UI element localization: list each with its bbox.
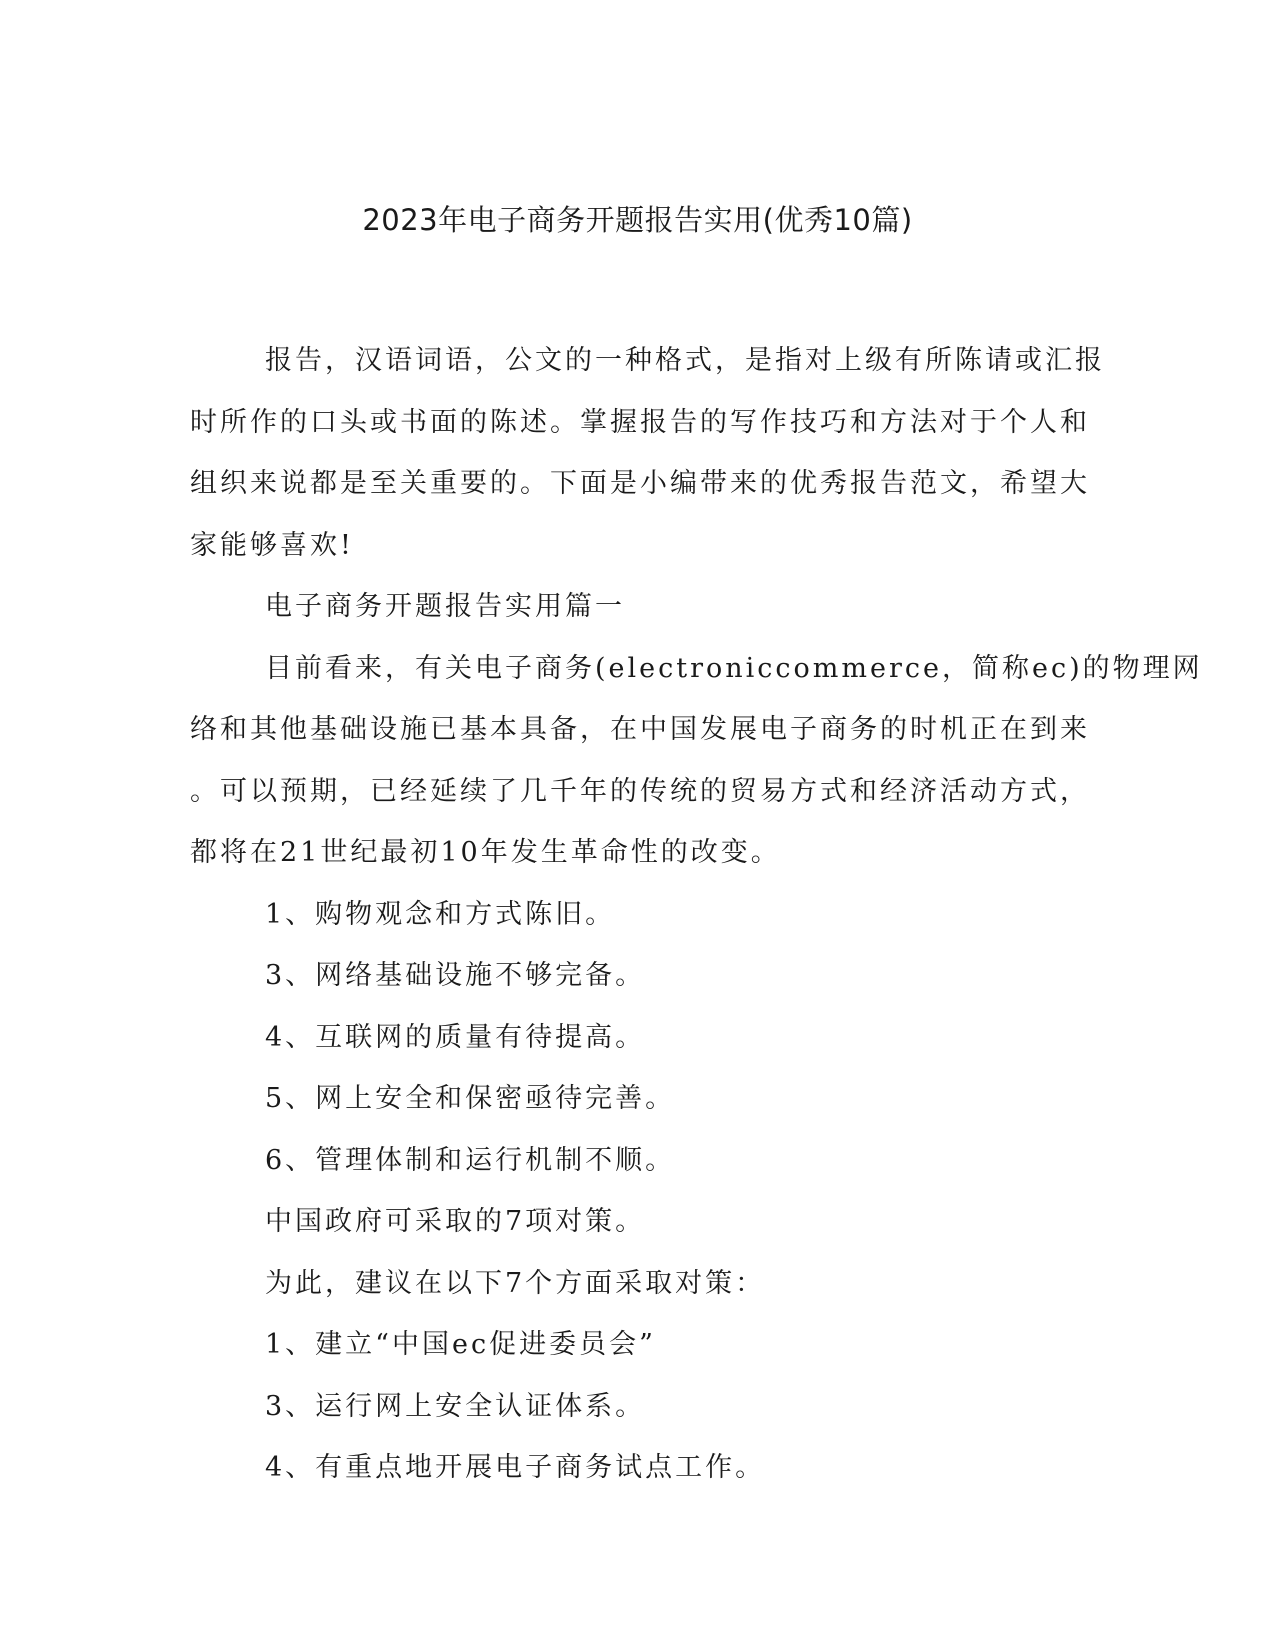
list-item: 3、网络基础设施不够完备。: [265, 960, 646, 991]
paragraph-line: 中国政府可采取的7项对策。: [265, 1206, 646, 1237]
paragraph-line: 都将在21世纪最初10年发生革命性的改变。: [190, 837, 781, 868]
document-title: 2023年电子商务开题报告实用(优秀10篇): [362, 203, 913, 237]
paragraph-line: 家能够喜欢!: [190, 529, 354, 561]
paragraph-line: 络和其他基础设施已基本具备，在中国发展电子商务的时机正在到来: [190, 714, 1090, 745]
paragraph-line: 为此，建议在以下7个方面采取对策：: [265, 1267, 766, 1299]
list-item: 1、建立“中国ec促进委员会”: [265, 1329, 656, 1360]
list-item: 1、购物观念和方式陈旧。: [265, 898, 616, 930]
paragraph-line: 目前看来，有关电子商务(electroniccommerce，简称ec)的物理网: [265, 652, 1203, 684]
paragraph-line: 组织来说都是至关重要的。下面是小编带来的优秀报告范文，希望大: [190, 468, 1090, 499]
document-body: [190, 330, 1203, 1499]
paragraph-line: 时所作的口头或书面的陈述。掌握报告的写作技巧和方法对于个人和: [190, 406, 1090, 438]
paragraph-line: 报告，汉语词语，公文的一种格式，是指对上级有所陈请或汇报: [265, 345, 1105, 376]
list-item: 6、管理体制和运行机制不顺。: [265, 1144, 676, 1176]
list-item: 5、网上安全和保密亟待完善。: [265, 1083, 676, 1114]
section-heading: 电子商务开题报告实用篇一: [265, 591, 625, 622]
list-item: 4、有重点地开展电子商务试点工作。: [265, 1452, 766, 1483]
list-item: 4、互联网的质量有待提高。: [265, 1021, 646, 1053]
paragraph-line: 。可以预期，已经延续了几千年的传统的贸易方式和经济活动方式，: [190, 775, 1090, 807]
list-item: 3、运行网上安全认证体系。: [265, 1390, 646, 1422]
